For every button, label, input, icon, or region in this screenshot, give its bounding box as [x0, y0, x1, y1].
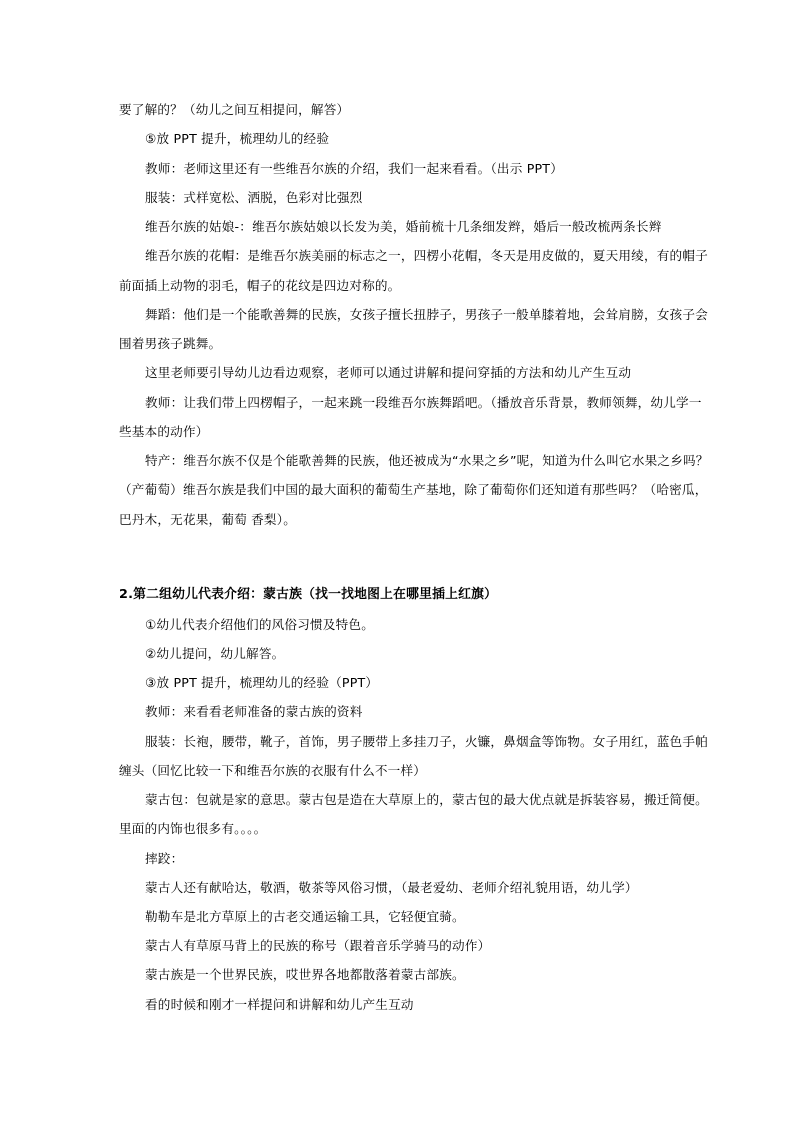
paragraph-line: 维吾尔族的姑娘-：维吾尔族姑娘以长发为美，婚前梳十几条细发辫，婚后一般改梳两条长辫 — [145, 219, 662, 234]
section-heading: 2.第二组幼儿代表介绍：蒙古族（找一找地图上在哪里插上红旗） — [119, 587, 498, 602]
paragraph-line: ②幼儿提问，幼儿解答。 — [145, 646, 285, 661]
paragraph-line: 特产：维吾尔族不仅是个能歌善舞的民族，他还被成为“水果之乡”呢，知道为什么叫它水果之乡吗？ — [145, 453, 709, 468]
paragraph-line: 摔跤： — [145, 851, 184, 866]
paragraph-line: 蒙古包：包就是家的意思。蒙古包是造在大草原上的，蒙古包的最大优点就是拆装容易，搬迁简便。 — [145, 792, 708, 807]
paragraph-line: ③放 PPT 提升，梳理幼儿的经验（PPT） — [145, 675, 379, 690]
paragraph-line: 要了解的？（幼儿之间互相提问，解答） — [119, 102, 350, 117]
paragraph-line: 勒勒车是北方草原上的古老交通运输工具，它轻便宜骑。 — [145, 909, 465, 924]
paragraph-line: 教师：让我们带上四楞帽子，一起来跳一段维吾尔族舞蹈吧。（播放音乐背景，教师领舞，幼儿学一 — [145, 395, 702, 410]
paragraph-line: 里面的内饰也很多有。。。。 — [119, 821, 267, 836]
paragraph-line: 蒙古人有草原马背上的民族的称号（跟着音乐学骑马的动作） — [145, 938, 491, 953]
paragraph-line: 维吾尔族的花帽：是维吾尔族美丽的标志之一，四楞小花帽，冬天是用皮做的，夏天用绫，有的帽子 — [145, 248, 708, 263]
paragraph-line: 些基本的动作） — [119, 424, 209, 439]
paragraph-line: 围着男孩子跳舞。 — [119, 336, 222, 351]
paragraph-line: 前面插上动物的羽毛，帽子的花纹是四边对称的。 — [119, 278, 401, 293]
paragraph-line: 服装：长袍，腰带，靴子，首饰，男子腰带上多挂刀子，火镰，鼻烟盒等饰物。女子用红，蓝色手帕 — [145, 734, 708, 749]
paragraph-line: ⑤放 PPT 提升，梳理幼儿的经验 — [145, 131, 330, 146]
paragraph-line: （产葡萄）维吾尔族是我们中国的最大面积的葡萄生产基地，除了葡萄你们还知道有那些吗？（哈密瓜， — [119, 482, 708, 497]
paragraph-line: 缠头（回忆比较一下和维吾尔族的衣服有什么不一样） — [119, 763, 427, 778]
paragraph-line: 看的时候和刚才一样提问和讲解和幼儿产生互动 — [145, 997, 414, 1012]
paragraph-line: 蒙古族是一个世界民族，哎世界各地都散落着蒙古部族。 — [145, 967, 465, 982]
paragraph-line: 舞蹈：他们是一个能歌善舞的民族，女孩子擅长扭脖子，男孩子一般单膝着地，会耸肩膀，女孩子会 — [145, 307, 708, 322]
paragraph-line: 服装：式样宽松、洒脱，色彩对比强烈 — [145, 190, 363, 205]
paragraph-line: 蒙古人还有献哈达，敬酒，敬茶等风俗习惯，（最老爱幼、老师介绍礼貌用语，幼儿学） — [145, 880, 638, 895]
paragraph-line: 教师：来看看老师准备的蒙古族的资料 — [145, 704, 363, 719]
paragraph-line: 这里老师要引导幼儿边看边观察，老师可以通过讲解和提问穿插的方法和幼儿产生互动 — [145, 365, 632, 380]
paragraph-line: ①幼儿代表介绍他们的风俗习惯及特色。 — [145, 617, 374, 632]
paragraph-line: 教师：老师这里还有一些维吾尔族的介绍，我们一起来看看。（出示 PPT） — [145, 161, 563, 176]
paragraph-line: 巴丹木，无花果，葡萄 香梨）。 — [119, 512, 297, 527]
